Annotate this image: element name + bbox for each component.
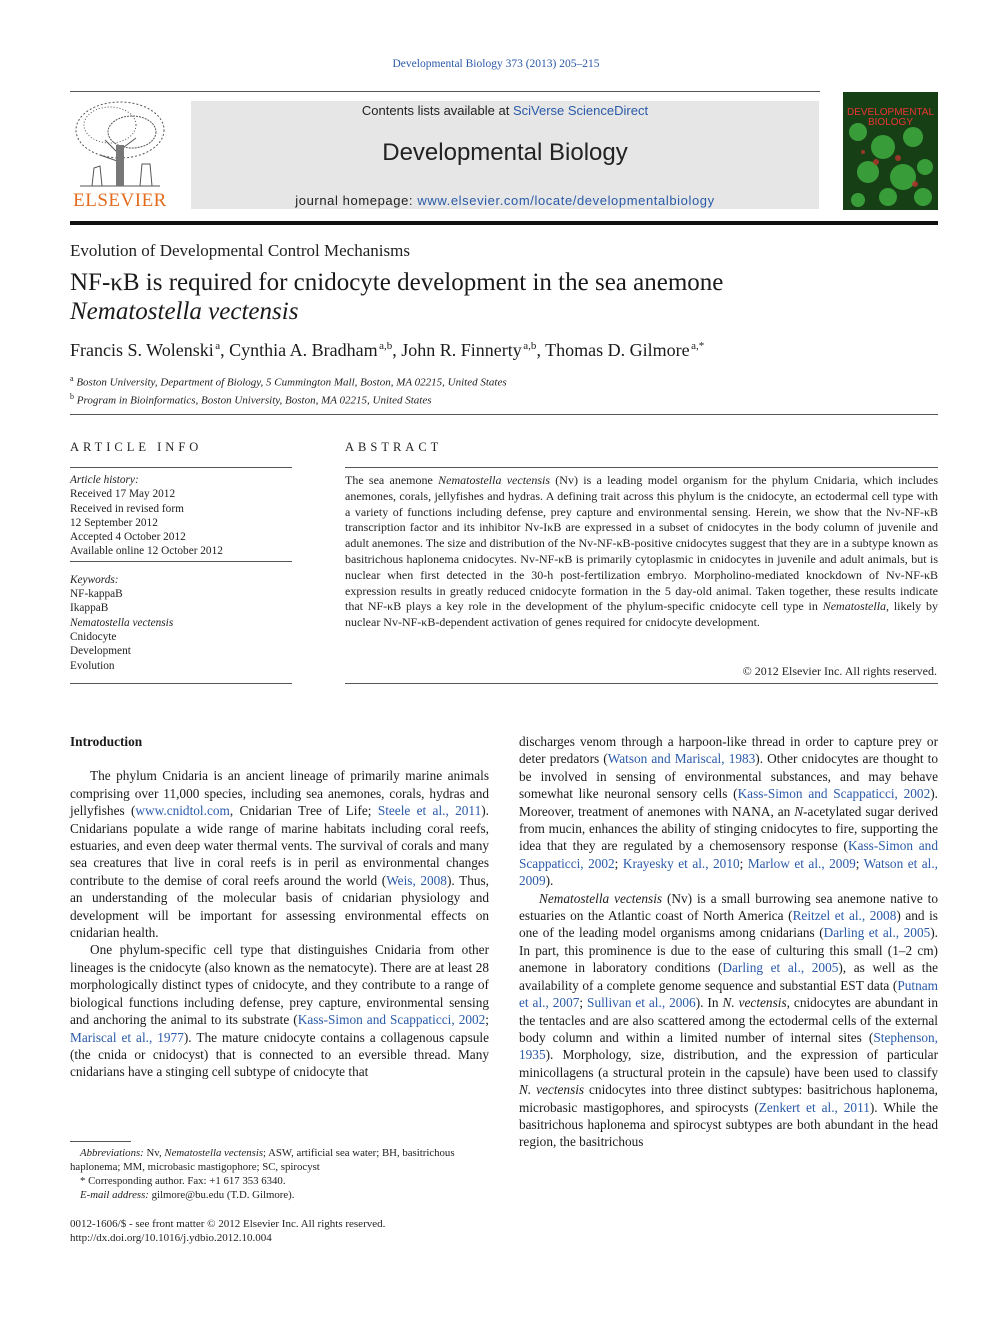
email-link[interactable]: gilmore@bu.edu (T.D. Gilmore). [148,1189,295,1201]
email-footnote: E-mail address: gilmore@bu.edu (T.D. Gilmore). [80,1189,295,1201]
keyword[interactable]: Evolution [70,659,115,672]
divider [345,683,938,684]
reference-link[interactable]: Kass-Simon and Scappaticci, 2002 [297,1012,486,1028]
keywords-label: Keywords: [70,573,119,586]
journal-cover-image [843,92,938,210]
article-section: Evolution of Developmental Control Mechanisms [70,241,410,260]
reference-link[interactable]: Steele et al., 2011 [377,803,482,819]
reference-link[interactable]: Marlow et al., 2009 [747,855,856,871]
doi-link[interactable]: http://dx.doi.org/10.1016/j.ydbio.2012.10.004 [70,1232,272,1244]
paragraph: Nematostella vectensis (Nv) is a small burrowing sea anemone native to estuaries on the Atlantic coast of North America (Reitzel et al., 2008) and is one of the leading model organisms among cnidarians (Darling et al., 2005). In part, this prominence is due to the ease of culturing this small (1–2 cm) anemone in laboratory conditions (Darling et al., 2005), as well as the availability of a complete genome sequence and substantial EST data (Putnam et al., 2007; Sullivan et al., 2006). In N. vectensis, cnidocytes are abundant in the tentacles and are also scattered among the ectodermal cells of the external body column and within a limited number of internal sites (Stephenson, 1935). Morphology, size, distribution, and the expression of particular minicollagens (a structural protein in the capsule) have been used to classify N. vectensis cnidocytes into three distinct subtypes: basitrichous haplonema, microbasic mastigophores, and spirocysts (Zenkert et al., 2011). While the basitrichous haplonema and spirocyst subtypes are both abundant in the head region, the basitrichous [519,890,939,1150]
cover-title: DEVELOPMENTAL BIOLOGY [846,107,935,128]
history-label: Article history: [70,474,139,486]
reference-link[interactable]: Zenkert et al., 2011 [758,1099,870,1115]
article-info [70,473,295,673]
copyright: © 2012 Elsevier Inc. All rights reserved. [742,664,937,678]
keyword[interactable]: IkappaB [70,602,109,615]
divider [70,467,292,468]
affiliation: $^a$ Boston University, Department of Biology, 5 Cummington Mall, Boston, MA 02215, United States [70,374,507,389]
reference-link[interactable]: www.cnidtol.com [135,803,230,819]
history-item: Available online 12 October 2012 [70,545,223,558]
reference-link[interactable]: Sullivan et al., 2006 [587,995,696,1011]
body-column-left [70,733,489,1081]
paragraph: discharges venom through a harpoon-like thread in order to capture prey or deter predators (Watson and Mariscal, 1983). Other cnidocytes are thought to be involved in sensing of environmental substances, and may behave somewhat like neuronal sensory cells (Kass-Simon and Scappaticci, 2002). Moreover, treatment of anemones with NANA, an N-acetylated sugar derived from mucin, enhances the ability of stinging cnidocytes to fire, supporting the idea that they are regulated by a chemosensory response (Kass-Simon and Scappaticci, 2002; Krayesky et al., 2010; Marlow et al., 2009; Watson et al., 2009). [519,734,939,889]
author-name[interactable]: Francis S. Wolenski [70,340,214,360]
reference-link[interactable]: Reitzel et al., 2008 [792,908,897,924]
keyword[interactable]: Development [70,645,131,658]
paragraph: One phylum-specific cell type that distinguishes Cnidaria from other lineages is the cnidocyte (also known as the nematocyte). There are at least 28 morphologically distinct types of cnidocyte, and they contribute to a range of biological functions including defense, prey capture, environmental sensing and anchoring the animal to its substrate (Kass-Simon and Scappaticci, 2002; Mariscal et al., 1977). The mature cnidocyte contains a collagenous capsule (the cnida or cnidocyst) that is connected to an eversible thread. Many cnidarians have a stinging cell subtype of cnidocyte that [70,942,489,1080]
reference-link[interactable]: Putnam et al., 2007 [519,977,938,1011]
history-item: 12 September 2012 [70,516,158,529]
journal-banner [191,101,819,209]
keyword[interactable]: NF-kappaB [70,588,123,601]
paragraph: The phylum Cnidaria is an ancient lineage of primarily marine animals comprising over 11,000 species, including sea anemones, corals, hydras and jellyfishes (www.cnidtol.com, Cnidarian Tree of Life; Steele et al., 2011). Cnidarians populate a wide range of marine habitats including coral reefs, estuaries, and even deep water thermal vents. The survival of corals and many sea creatures that live in coral reefs is in peril as environmental changes contribute to the demise of coral reefs around the world (Weis, 2008). Thus, an understanding of the molecular basis of cnidarian physiology and development will be important for assessing environmental effects on cnidarian health. [70,768,489,941]
reference-link[interactable]: Watson and Mariscal, 1983 [607,751,756,767]
reference-link[interactable]: Kass-Simon and Scappaticci, 2002 [737,786,931,802]
history-item: Received in revised form [70,502,184,515]
history-item: Received 17 May 2012 [70,488,176,501]
author-name[interactable]: Cynthia A. Bradham [229,340,378,360]
keyword[interactable]: Nematostella vectensis [70,616,174,629]
corresponding-author-footnote: * Corresponding author. Fax: +1 617 353 6340. [80,1175,286,1187]
elsevier-logo [70,100,170,212]
affiliation: $^b$ Program in Bioinformatics, Boston University, Boston, MA 02215, United States [70,391,432,407]
tree-emblem-icon [70,100,170,188]
reference-link[interactable]: Darling et al., 2005 [823,925,931,941]
reference-link[interactable]: Mariscal et al., 1977 [70,1029,184,1045]
journal-homepage-link[interactable]: www.elsevier.com/locate/developmentalbiology [417,193,715,208]
reference-link[interactable]: Kass-Simon and Scappaticci, 2002 [519,838,938,871]
history-item: Accepted 4 October 2012 [70,531,186,544]
reference-link[interactable]: Krayesky et al., 2010 [622,855,740,871]
abbreviations-footnote: Abbreviations: Nv, Nematostella vectensis; ASW, artificial sea water; BH, basitrichous haplonema; MM, microbasic mastigophore; SC, spirocyst [70,1147,455,1173]
homepage-line: journal homepage: www.elsevier.com/locate/developmentalbiology [295,193,715,208]
sciencedirect-link[interactable]: SciVerse ScienceDirect [512,103,649,118]
author-list: Francis S. Wolenski $^a$, Cynthia A. Bradham $^{a,b}$, John R. Finnerty $^{a,b}$, Thomas D. Gilmore $^{a,*}$ [70,340,705,360]
header-thick-rule [70,221,938,225]
divider [70,414,938,415]
author-name[interactable]: John R. Finnerty [401,340,522,360]
keyword[interactable]: Cnidocyte [70,630,117,643]
article-info-heading: ARTICLE INFO [70,440,203,454]
section-heading: Introduction [70,734,143,749]
reference-link[interactable]: Stephenson, 1935 [519,1029,938,1063]
issn-line: 0012-1606/$ - see front matter © 2012 Elsevier Inc. All rights reserved. [70,1218,386,1230]
contents-line: Contents lists available at SciVerse ScienceDirect [361,103,649,118]
elsevier-wordmark: ELSEVIER [73,190,167,211]
reference-link[interactable]: Watson et al., 2009 [519,855,938,889]
body-column-right [519,733,938,1151]
header-rule [70,91,820,92]
divider [70,561,292,562]
footnote-rule [70,1141,131,1142]
divider [70,683,292,684]
journal-name: Developmental Biology [382,139,628,166]
affiliations [70,372,507,407]
author-name[interactable]: Thomas D. Gilmore [545,340,690,360]
journal-citation[interactable]: Developmental Biology 373 (2013) 205–215 [392,58,600,70]
reference-link[interactable]: Darling et al., 2005 [722,960,839,976]
abstract-heading: ABSTRACT [345,440,443,454]
divider [345,467,938,468]
reference-link[interactable]: Weis, 2008 [386,872,447,888]
article-title: NF-κB is required for cnidocyte development in the sea anemone Nematostella vectensis [70,269,724,325]
abstract-text: The sea anemone Nematostella vectensis (Nv) is a leading model organism for the phylum Cnidaria, which includes anemones, corals, jellyfishes and hydras. A defining trait across this phylum is the cnidocyte, an ectodermal cell type with a variety of functions including defense, prey capture and environmental sensing. Herein, we show that the Nv-NF-κB transcription factor and its inhibitor Nv-IκB are expressed in a subset of cnidocytes in the body column of juvenile and adult anemones. The size and distribution of the Nv-NF-κB-positive cnidocytes suggest that they are in a subtype known as basitrichous haplonema cnidocytes. Nv-NF-κB is primarily cytoplasmic in cnidocytes in juvenile and adult animals, but is nuclear when first detected in the 30-h post-fertilization embryo. Morpholino-mediated knockdown of Nv-NF-κB expression results in greatly reduced cnidocyte formation in the 5 day-old animal. Taken together, these results indicate that NF-κB plays a key role in the development of the phylum-specific cnidocyte cell type in Nematostella, likely by nuclear Nv-NF-κB-dependent activation of genes required for cnidocyte development. [345,473,939,630]
footnotes [70,1146,489,1202]
issn-doi [70,1217,385,1245]
